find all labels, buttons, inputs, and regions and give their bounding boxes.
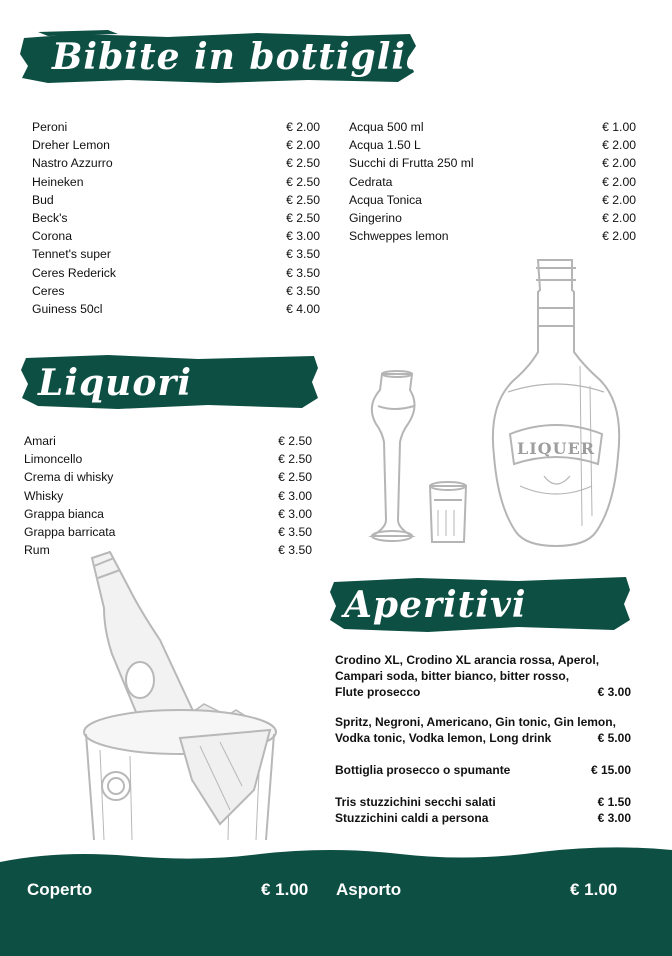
liquor-glasses-illustration: [368, 370, 478, 550]
bottled-list-left: [32, 118, 320, 318]
menu-item-name: Succhi di Frutta 250 ml: [349, 156, 474, 171]
menu-item-name: Grappa barricata: [24, 524, 116, 539]
section-title-liquori: Liquori: [38, 362, 192, 404]
aperitivi-line: Flute prosecco: [335, 685, 421, 699]
menu-item-name: Acqua 500 ml: [349, 120, 424, 134]
aperitivi-price: € 1.50: [597, 795, 631, 809]
menu-item-name: Ceres: [32, 283, 65, 298]
menu-item-price: € 3.00: [278, 488, 312, 503]
coperto-price: € 1.00: [261, 880, 309, 899]
asporto-price: € 1.00: [570, 880, 618, 899]
section-title-aperitivi: Aperitivi: [344, 584, 527, 626]
menu-item-price: € 2.50: [278, 434, 312, 448]
menu-item-name: Nastro Azzurro: [32, 156, 113, 171]
aperitivi-price: € 3.00: [597, 685, 631, 699]
menu-item-price: € 3.50: [286, 283, 320, 298]
menu-item-name: Heineken: [32, 174, 84, 189]
menu-item-row: [24, 523, 312, 541]
aperitivi-line: Tris stuzzichini secchi salati: [335, 795, 496, 809]
footer-bar: [0, 840, 672, 956]
menu-item-price: € 2.00: [602, 174, 636, 189]
menu-item-row: [349, 227, 636, 245]
menu-item-row: [32, 245, 320, 263]
menu-item-row: [32, 191, 320, 209]
menu-item-row: [32, 300, 320, 318]
aperitivi-price: € 15.00: [590, 763, 631, 777]
menu-item-price: € 3.50: [286, 265, 320, 280]
menu-item-name: Cedrata: [349, 174, 393, 189]
menu-item-price: € 2.50: [286, 192, 320, 207]
menu-item-price: € 2.50: [278, 452, 312, 467]
aperitivi-entry: [335, 652, 631, 700]
menu-item-row: [32, 136, 320, 154]
menu-item-row: [349, 173, 636, 191]
menu-item-price: € 2.00: [286, 120, 320, 134]
champagne-bucket-illustration: [70, 550, 290, 850]
menu-item-row: [32, 118, 320, 136]
menu-item-row: [32, 264, 320, 282]
menu-item-name: Beck's: [32, 210, 68, 225]
menu-item-price: € 2.50: [286, 156, 320, 171]
menu-item-price: € 2.50: [286, 174, 320, 189]
menu-item-price: € 2.00: [602, 229, 636, 244]
menu-item-price: € 2.50: [278, 470, 312, 485]
menu-item-row: [24, 432, 312, 450]
asporto-label: Asporto: [336, 880, 402, 899]
liquori-list: [24, 432, 312, 559]
menu-item-name: Amari: [24, 434, 56, 448]
menu-item-price: € 4.00: [286, 301, 320, 316]
aperitivi-line: Crodino XL, Crodino XL arancia rossa, Aperol,: [335, 653, 600, 667]
aperitivi-price: € 5.00: [597, 731, 631, 745]
menu-item-name: Ceres Rederick: [32, 265, 116, 280]
menu-item-row: [32, 173, 320, 191]
menu-item-name: Acqua 1.50 L: [349, 138, 421, 153]
menu-item-row: [349, 191, 636, 209]
menu-item-row: [32, 282, 320, 300]
menu-item-row: [24, 450, 312, 468]
menu-item-row: [32, 154, 320, 172]
aperitivi-banner: [328, 574, 632, 636]
menu-item-row: [32, 227, 320, 245]
menu-item-name: Dreher Lemon: [32, 138, 110, 153]
menu-item-price: € 2.00: [602, 210, 636, 225]
menu-item-name: Bud: [32, 192, 54, 207]
menu-item-name: Rum: [24, 543, 50, 558]
menu-item-row: [349, 209, 636, 227]
bottled-banner: [18, 28, 431, 88]
aperitivi-entry: [335, 762, 631, 778]
menu-item-price: € 2.00: [602, 138, 636, 153]
menu-item-price: € 3.00: [286, 229, 320, 244]
menu-item-row: [24, 468, 312, 486]
menu-item-name: Limoncello: [24, 452, 83, 467]
aperitivi-entry: [335, 794, 631, 810]
aperitivi-line: Campari soda, bitter bianco, bitter rosso,: [335, 669, 570, 683]
menu-item-row: [349, 136, 636, 154]
menu-item-price: € 2.00: [602, 156, 636, 171]
menu-item-price: € 3.00: [278, 506, 312, 521]
aperitivi-line: Spritz, Negroni, Americano, Gin tonic, Gin lemon,: [335, 715, 616, 729]
menu-item-name: Corona: [32, 229, 72, 244]
menu-item-row: [349, 154, 636, 172]
menu-item-price: € 3.50: [278, 543, 312, 558]
aperitivi-entry: [335, 714, 631, 746]
menu-item-name: Grappa bianca: [24, 506, 104, 521]
menu-item-name: Crema di whisky: [24, 470, 114, 485]
menu-item-name: Guiness 50cl: [32, 301, 103, 316]
aperitivi-line: Stuzzichini caldi a persona: [335, 811, 489, 825]
menu-item-row: [32, 209, 320, 227]
aperitivi-line: Bottiglia prosecco o spumante: [335, 763, 511, 777]
bottled-list-right: [349, 118, 636, 245]
menu-item-price: € 2.50: [286, 210, 320, 225]
menu-item-name: Whisky: [24, 488, 64, 503]
menu-item-row: [24, 505, 312, 523]
bottle-label-text: LIQUER: [516, 439, 596, 458]
aperitivi-line: Vodka tonic, Vodka lemon, Long drink: [335, 731, 552, 745]
aperitivi-entry: [335, 810, 631, 826]
menu-item-price: € 2.00: [286, 138, 320, 153]
menu-item-row: [349, 118, 636, 136]
aperitivi-price: € 3.00: [597, 811, 631, 825]
menu-item-price: € 1.00: [602, 120, 636, 134]
coperto-label: Coperto: [27, 880, 93, 899]
menu-item-name: Peroni: [32, 120, 68, 134]
menu-item-name: Schweppes lemon: [349, 229, 449, 244]
section-title-bottled: Bibite in bottiglia: [52, 36, 431, 78]
liquor-bottle-illustration: [490, 256, 624, 550]
menu-item-name: Gingerino: [349, 210, 402, 225]
menu-item-price: € 3.50: [286, 247, 320, 262]
liquori-banner: [18, 352, 320, 414]
menu-item-row: [24, 487, 312, 505]
menu-item-name: Acqua Tonica: [349, 192, 422, 207]
menu-item-price: € 3.50: [278, 524, 312, 539]
menu-item-name: Tennet's super: [32, 247, 111, 262]
menu-item-price: € 2.00: [602, 192, 636, 207]
